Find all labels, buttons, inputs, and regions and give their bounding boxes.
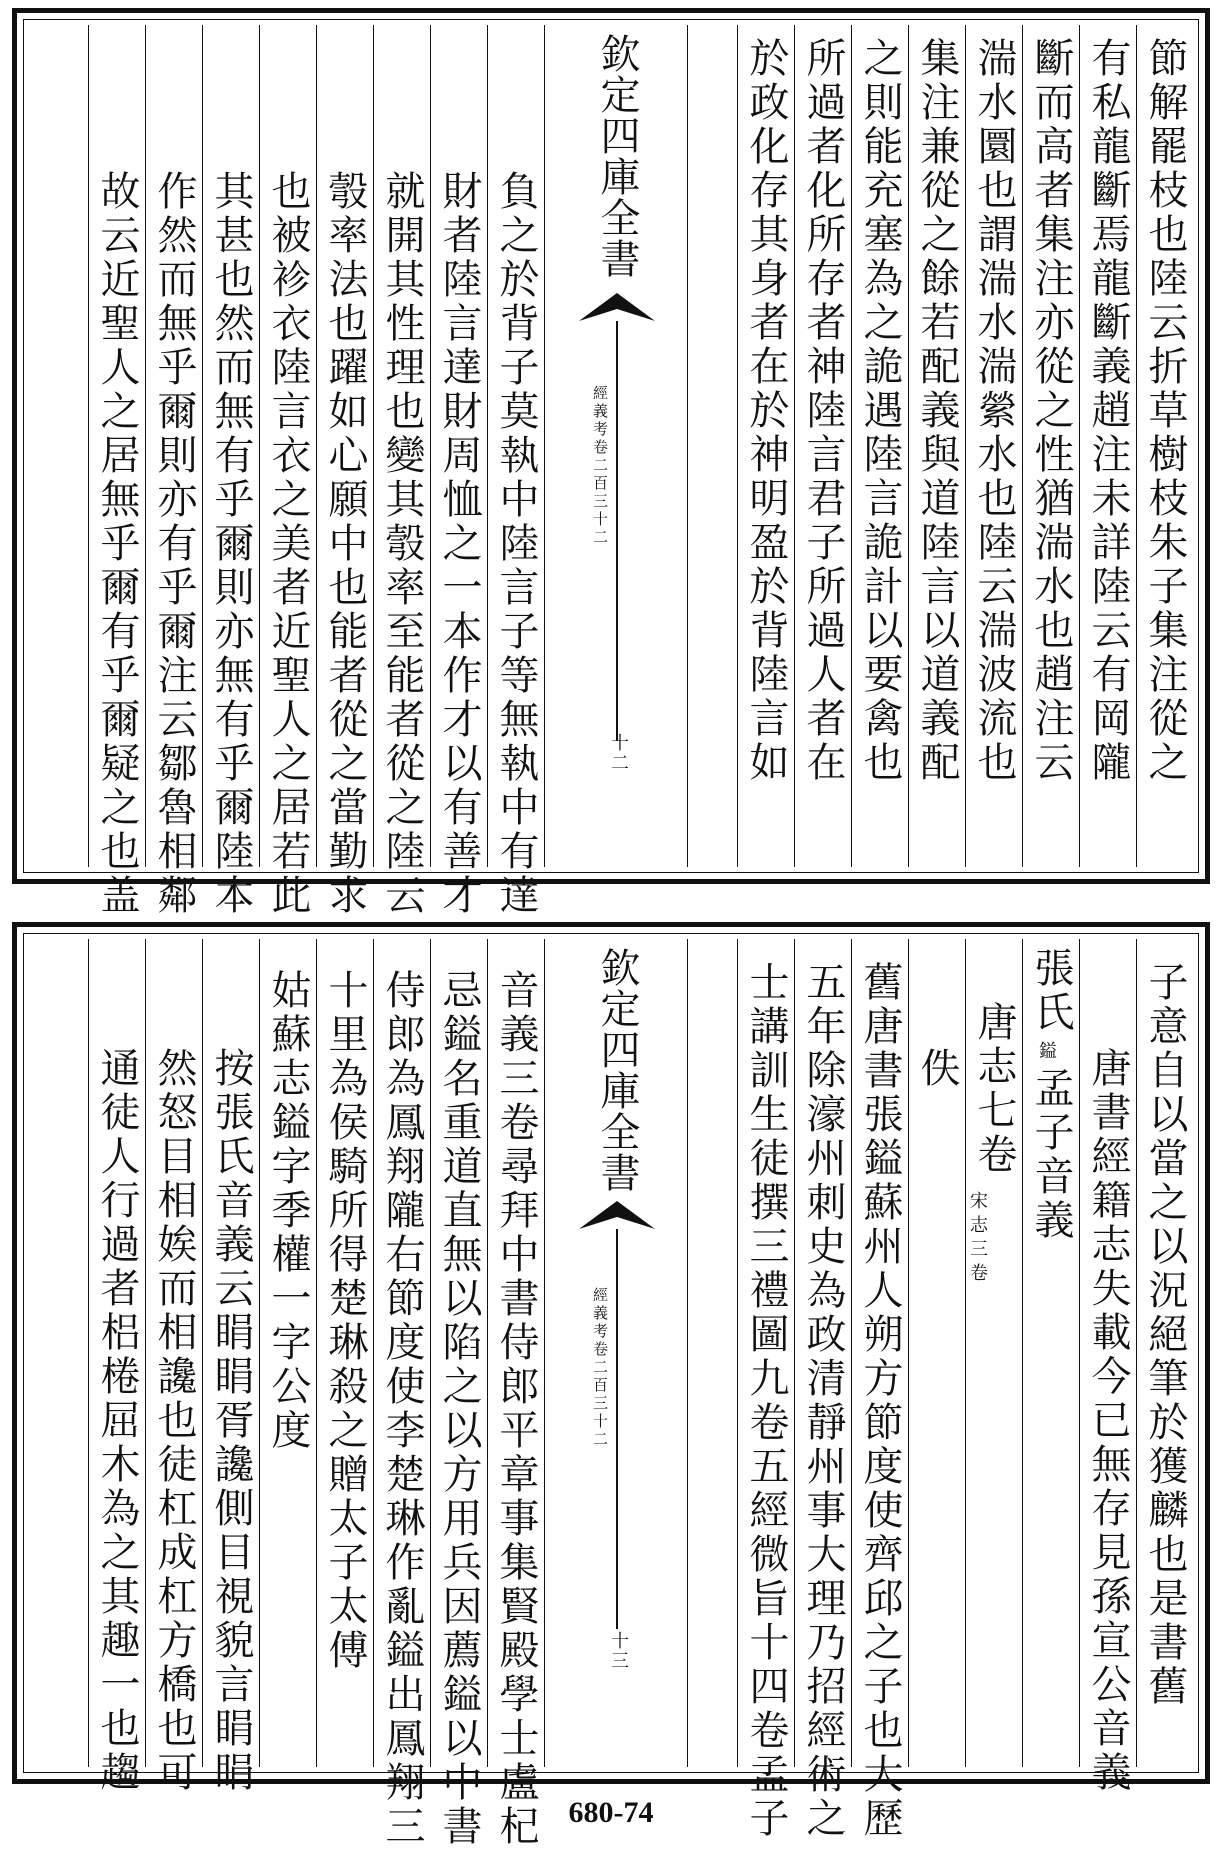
column-text: 負之於背子莫執中陸言子等無執中有達 <box>493 170 539 918</box>
column-text: 舊唐書張鎰蘇州人朔方節度使齊邱之子也大歷 <box>857 961 903 1841</box>
column-text: 斷而高者集注亦從之性猶湍水也趙注云 <box>1028 37 1074 785</box>
column-text: 佚 <box>914 1047 960 1091</box>
text-column <box>487 25 544 918</box>
text-column <box>1136 25 1193 867</box>
text-column <box>88 939 145 1795</box>
text-column <box>316 25 373 918</box>
fold-line <box>616 321 618 741</box>
volume-label: 經義考卷二百三十二 <box>591 385 609 547</box>
column-text: 有私龍斷焉龍斷義趙注未詳陸云有岡隴 <box>1085 37 1131 785</box>
column-text: 所過者化所存者神陸言君子所過人者在 <box>800 37 846 785</box>
column-text: 子意自以當之以況絕筆於獲麟也是書舊 <box>1142 961 1188 1709</box>
text-column <box>145 939 202 1795</box>
page-number: 十二 <box>608 733 629 773</box>
column-text: 孟子音義 <box>1028 1067 1074 1243</box>
column-text: 然怒目相娭而相讒也徒杠成杠方橋也可 <box>151 1047 197 1795</box>
text-column <box>1079 25 1136 867</box>
column-text: 十里為侯騎所得楚琳殺之贈太子太傅 <box>322 969 368 1673</box>
text-column <box>259 939 316 1767</box>
column-text: 五年除濠州刺史為政清靜州事大理乃招經術之 <box>800 961 846 1841</box>
text-column <box>487 939 544 1849</box>
fish-tail-mark-icon <box>579 293 655 321</box>
column-text: 通徒人行過者梠棬屈木為之其趣一也趨 <box>94 1047 140 1795</box>
text-column <box>737 939 794 1841</box>
text-column <box>373 25 430 918</box>
fold-line <box>616 1229 618 1629</box>
top-right-leaf <box>678 25 1193 867</box>
top-page-spread <box>12 8 1210 918</box>
text-column <box>145 25 202 918</box>
text-column <box>1136 939 1193 1767</box>
column-text: 按張氏音義云睊睊胥讒側目視貌言睊睊 <box>208 1047 254 1795</box>
text-column <box>737 25 794 867</box>
text-column <box>373 939 430 1849</box>
text-column <box>908 25 965 867</box>
text-column <box>851 25 908 867</box>
column-text: 節解罷枝也陸云折草樹枝朱子集注從之 <box>1142 37 1188 785</box>
text-column <box>202 939 259 1795</box>
text-column <box>908 939 965 1767</box>
text-column <box>794 939 851 1841</box>
center-title: 欽定四庫全書 <box>594 33 640 279</box>
text-column <box>88 25 145 918</box>
text-column <box>794 25 851 867</box>
center-fold-column <box>544 25 688 867</box>
text-column <box>259 25 316 918</box>
text-column <box>851 939 908 1841</box>
text-column <box>316 939 373 1767</box>
column-text: 就開其性理也變其彀率至能者從之陸云 <box>379 170 425 918</box>
text-column <box>965 25 1022 867</box>
column-text: 湍水圜也謂湍水湍縈水也陸云湍波流也 <box>971 37 1017 785</box>
text-column <box>1079 939 1136 1795</box>
column-text: 集注兼從之餘若配義與道陸言以道義配 <box>914 37 960 785</box>
page-number: 十三 <box>608 1631 629 1671</box>
column-text: 姑蘇志鎰字季權一字公度 <box>265 969 311 1453</box>
page-footer-number: 680-74 <box>568 1796 654 1829</box>
text-column <box>430 939 487 1849</box>
top-left-leaf <box>29 25 544 918</box>
column-text: 彀率法也躍如心願中也能者從之當勤求 <box>322 170 368 918</box>
bottom-right-leaf <box>678 939 1193 1841</box>
bottom-left-leaf <box>29 939 544 1849</box>
column-text: 故云近聖人之居無乎爾有乎爾疑之也盖 <box>94 170 140 918</box>
column-text: 張氏 <box>1028 947 1074 1035</box>
column-text: 唐書經籍志失載今已無存見孫宣公音義 <box>1085 1047 1131 1795</box>
center-title: 欽定四庫全書 <box>594 947 640 1193</box>
column-text: 作然而無乎爾則亦有乎爾注云鄒魯相鄰 <box>151 170 197 918</box>
column-text: 士講訓生徒撰三禮圖九卷五經微旨十四卷孟子 <box>743 961 789 1841</box>
author-name-small: 鎰 <box>1036 1041 1057 1065</box>
column-text: 音義三卷尋拜中書侍郎平章事集賢殿學士盧杞 <box>493 969 539 1849</box>
column-note: 宋志三卷 <box>967 1191 988 1287</box>
column-text: 之則能充塞為之詭遇陸言詭計以要禽也 <box>857 37 903 785</box>
fish-tail-mark-icon <box>579 1201 655 1229</box>
text-column <box>1022 939 1079 1767</box>
column-text: 於政化存其身者在於神明盈於背陸言如 <box>743 37 789 785</box>
column-text: 侍郎為鳳翔隴右節度使李楚琳作亂鎰出鳳翔三 <box>379 969 425 1849</box>
column-text: 其甚也然而無有乎爾則亦無有乎爾陸本 <box>208 170 254 918</box>
column-text: 唐志七卷 <box>971 1001 1017 1177</box>
column-text: 忌鎰名重道直無以陷之以方用兵因薦鎰以中書 <box>436 969 482 1849</box>
center-fold-column <box>544 939 688 1767</box>
column-text: 也被袗衣陸言衣之美者近聖人之居若此 <box>265 170 311 918</box>
column-text: 財者陸言達財周恤之一本作才以有善才 <box>436 170 482 918</box>
volume-label: 經義考卷二百三十二 <box>591 1287 609 1449</box>
text-column <box>430 25 487 918</box>
text-column <box>1022 25 1079 867</box>
text-column <box>202 25 259 918</box>
text-column <box>965 939 1022 1767</box>
